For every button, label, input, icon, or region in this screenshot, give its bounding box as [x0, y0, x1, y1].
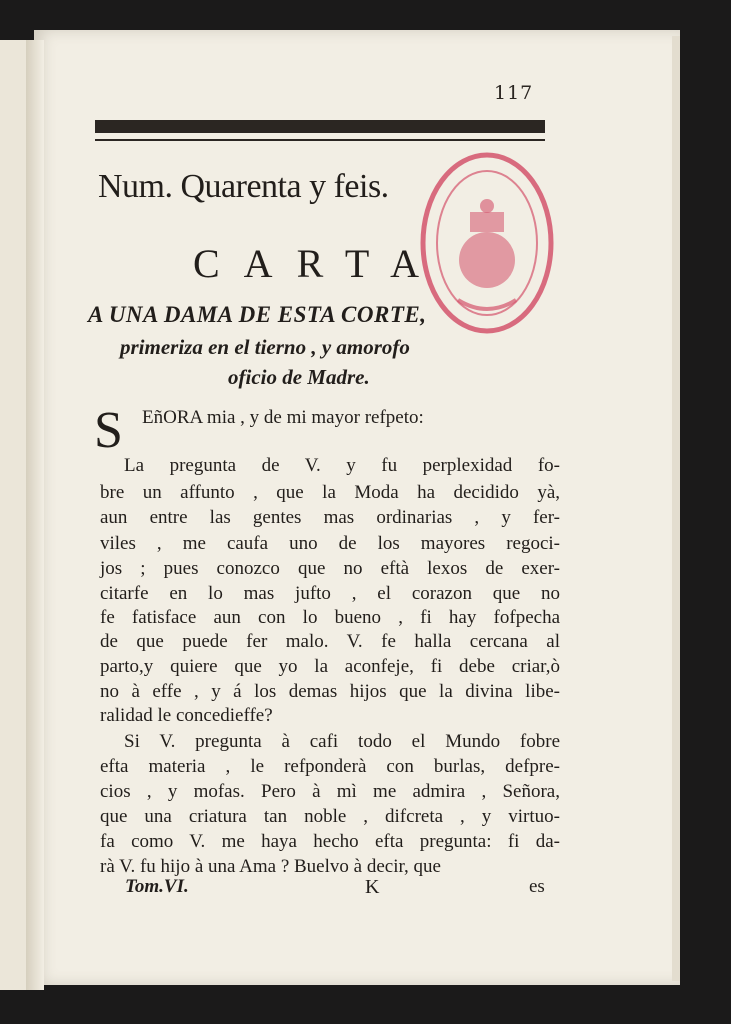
body-line: viles , me caufa uno de los mayores regoci-	[100, 533, 560, 554]
subtitle-line-1: A UNA DAMA DE ESTA CORTE,	[88, 302, 427, 327]
subtitle-line-3: oficio de Madre.	[228, 365, 370, 389]
spine-shadow	[26, 40, 44, 990]
signature-mark: K	[365, 876, 380, 898]
subtitle-line-2: primeriza en el tierno , y amorofo	[120, 335, 410, 359]
body-line: Si V. pregunta à cafi todo el Mundo fobre	[124, 731, 560, 752]
body-line: ralidad le concedieffe?	[100, 705, 273, 726]
body-line: cios , y mofas. Pero à mì me admira , Señora,	[100, 781, 560, 802]
drop-cap: S	[94, 402, 123, 459]
body-line: bre un affunto , que la Moda ha decidido yà,	[100, 482, 560, 503]
body-line: La pregunta de V. y fu perplexidad fo-	[124, 455, 560, 476]
section-title: Num. Quarenta y feis.	[98, 168, 389, 205]
body-line: citarfe en lo mas jufto , el corazon que no	[100, 583, 560, 604]
body-line: efta materia , le refponderà con burlas, defpre-	[100, 756, 560, 777]
body-line: aun entre las gentes mas ordinarias , y fer-	[100, 507, 560, 528]
letter-heading: CARTA	[193, 241, 443, 286]
salutation: EñORA mia , y de mi mayor refpeto:	[142, 407, 424, 428]
body-line: que una criatura tan noble , difcreta , y virtuo-	[100, 806, 560, 827]
body-line: fa como V. me haya hecho efta pregunta: fi da-	[100, 831, 560, 852]
library-seal-stamp-icon	[418, 150, 556, 336]
ornamental-rule	[95, 120, 545, 133]
page-number: 117	[494, 82, 534, 104]
body-line: jos ; pues conozco que no eftà lexos de exer-	[100, 558, 560, 579]
catchword: es	[529, 876, 545, 897]
body-line: no à effe , y á los demas hijos que la divina libe-	[100, 681, 560, 702]
page-edge	[672, 36, 680, 981]
body-line: fe fatisface aun con lo bueno , fi hay fofpecha	[100, 607, 560, 628]
body-line: rà V. fu hijo à una Ama ? Buelvo à decir, que	[100, 856, 441, 877]
body-line: parto,y quiere que yo la aconfeje, fi debe criar,ò	[100, 656, 560, 677]
thin-rule	[95, 139, 545, 141]
body-line: de que puede fer malo. V. fe halla cercana al	[100, 631, 560, 652]
volume-footer: Tom.VI.	[125, 876, 189, 897]
